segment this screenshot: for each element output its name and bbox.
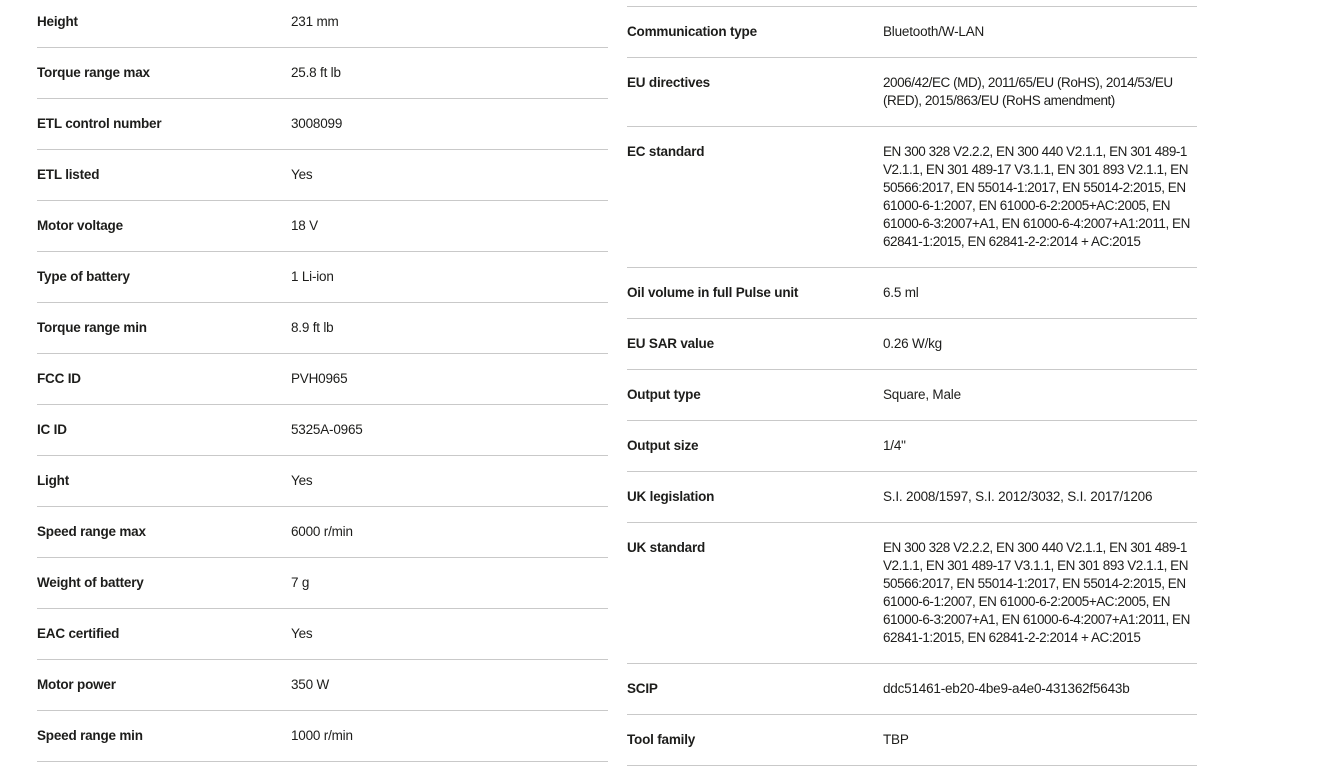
- spec-row-speed-range-min: [37, 711, 608, 762]
- spec-row-torque-range-max: [37, 48, 608, 99]
- spec-label: Communication type: [627, 24, 757, 39]
- spec-value: S.I. 2008/1597, S.I. 2012/3032, S.I. 2017/1206: [883, 489, 1153, 504]
- spec-row-type-of-battery: [37, 252, 608, 303]
- spec-value: Yes: [291, 167, 313, 182]
- spec-value: EN 300 328 V2.2.2, EN 300 440 V2.1.1, EN 301 489-1 V2.1.1, EN 301 489-17 V3.1.1, EN 301 893 V2.1.1, EN 50566:2017, EN 55014-1:2017, EN 55014-2:2015, EN 61000-6-1:2007, EN 61000-6-2:2005+AC:2005, EN 61000-6-3:2007+A1, EN 61000-6-4:2007+A1:2011, EN 62841-1:2015, EN 62841-2-2:2014 + AC:2015: [883, 144, 1190, 249]
- spec-value: 1/4": [883, 438, 906, 453]
- spec-row-motor-voltage: [37, 201, 608, 252]
- spec-row-etl-control-number: [37, 99, 608, 150]
- spec-row-uk-legislation: [627, 472, 1197, 523]
- spec-label: Tool family: [627, 732, 696, 747]
- spec-value: 1000 r/min: [291, 728, 353, 743]
- spec-row-height: [37, 0, 608, 48]
- spec-label: Torque range max: [37, 65, 150, 80]
- spec-label: UK legislation: [627, 489, 715, 504]
- spec-label: EU SAR value: [627, 336, 714, 351]
- spec-label: UK standard: [627, 540, 706, 555]
- spec-row-etl-listed: [37, 150, 608, 201]
- spec-row-scip: [627, 664, 1197, 715]
- spec-label: Motor power: [37, 677, 116, 692]
- spec-row-eac-certified: [37, 609, 608, 660]
- spec-value: 5325A-0965: [291, 422, 363, 437]
- spec-label: Output size: [627, 438, 699, 453]
- spec-value: Square, Male: [883, 387, 961, 402]
- spec-value: 0.26 W/kg: [883, 336, 942, 351]
- spec-value: Bluetooth/W-LAN: [883, 24, 985, 39]
- spec-label: Torque range min: [37, 320, 147, 335]
- spec-table-left: [37, 0, 608, 762]
- spec-row-ec-standard: [627, 127, 1197, 268]
- spec-row-oil-volume: [627, 268, 1197, 319]
- spec-label: Speed range min: [37, 728, 143, 743]
- spec-row-weight-of-battery: [37, 558, 608, 609]
- spec-row-motor-power: [37, 660, 608, 711]
- spec-row-light: [37, 456, 608, 507]
- spec-value: Yes: [291, 473, 313, 488]
- spec-value: Yes: [291, 626, 313, 641]
- spec-value: 18 V: [291, 218, 318, 233]
- spec-label: EAC certified: [37, 626, 120, 641]
- spec-value: PVH0965: [291, 371, 348, 386]
- spec-table-right: [627, 6, 1197, 766]
- spec-row-fcc-id: [37, 354, 608, 405]
- spec-label: Output type: [627, 387, 701, 402]
- spec-value: 7 g: [291, 575, 310, 590]
- spec-row-output-type: [627, 370, 1197, 421]
- spec-label: EC standard: [627, 144, 705, 159]
- spec-label: EU directives: [627, 75, 710, 90]
- spec-value: 2006/42/EC (MD), 2011/65/EU (RoHS), 2014/53/EU (RED), 2015/863/EU (RoHS amendment): [883, 75, 1173, 108]
- spec-row-speed-range-max: [37, 507, 608, 558]
- spec-row-eu-directives: [627, 58, 1197, 127]
- spec-row-output-size: [627, 421, 1197, 472]
- spec-value: 350 W: [291, 677, 330, 692]
- spec-label: SCIP: [627, 681, 658, 696]
- spec-row-ic-id: [37, 405, 608, 456]
- spec-value: 6000 r/min: [291, 524, 353, 539]
- spec-row-torque-range-min: [37, 303, 608, 354]
- spec-value: 3008099: [291, 116, 343, 131]
- spec-label: Weight of battery: [37, 575, 144, 590]
- spec-value: TBP: [883, 732, 909, 747]
- spec-row-eu-sar-value: [627, 319, 1197, 370]
- spec-value: 25.8 ft lb: [291, 65, 341, 80]
- spec-label: Speed range max: [37, 524, 146, 539]
- spec-label: Height: [37, 14, 78, 29]
- spec-label: FCC ID: [37, 371, 81, 386]
- spec-label: Type of battery: [37, 269, 130, 284]
- spec-label: Light: [37, 473, 69, 488]
- spec-value: 1 Li-ion: [291, 269, 334, 284]
- spec-label: Oil volume in full Pulse unit: [627, 285, 799, 300]
- spec-row-communication-type: [627, 7, 1197, 58]
- spec-label: Motor voltage: [37, 218, 123, 233]
- spec-row-tool-family: [627, 715, 1197, 766]
- spec-label: ETL listed: [37, 167, 100, 182]
- spec-value: 6.5 ml: [883, 285, 919, 300]
- spec-label: IC ID: [37, 422, 67, 437]
- spec-value: ddc51461-eb20-4be9-a4e0-431362f5643b: [883, 681, 1130, 696]
- spec-label: ETL control number: [37, 116, 162, 131]
- spec-row-uk-standard: [627, 523, 1197, 664]
- spec-value: 231 mm: [291, 14, 339, 29]
- spec-value: 8.9 ft lb: [291, 320, 334, 335]
- spec-value: EN 300 328 V2.2.2, EN 300 440 V2.1.1, EN 301 489-1 V2.1.1, EN 301 489-17 V3.1.1, EN 301 893 V2.1.1, EN 50566:2017, EN 55014-1:2017, EN 55014-2:2015, EN 61000-6-1:2007, EN 61000-6-2:2005+AC:2005, EN 61000-6-3:2007+A1, EN 61000-6-4:2007+A1:2011, EN 62841-1:2015, EN 62841-2-2:2014 + AC:2015: [883, 540, 1190, 645]
